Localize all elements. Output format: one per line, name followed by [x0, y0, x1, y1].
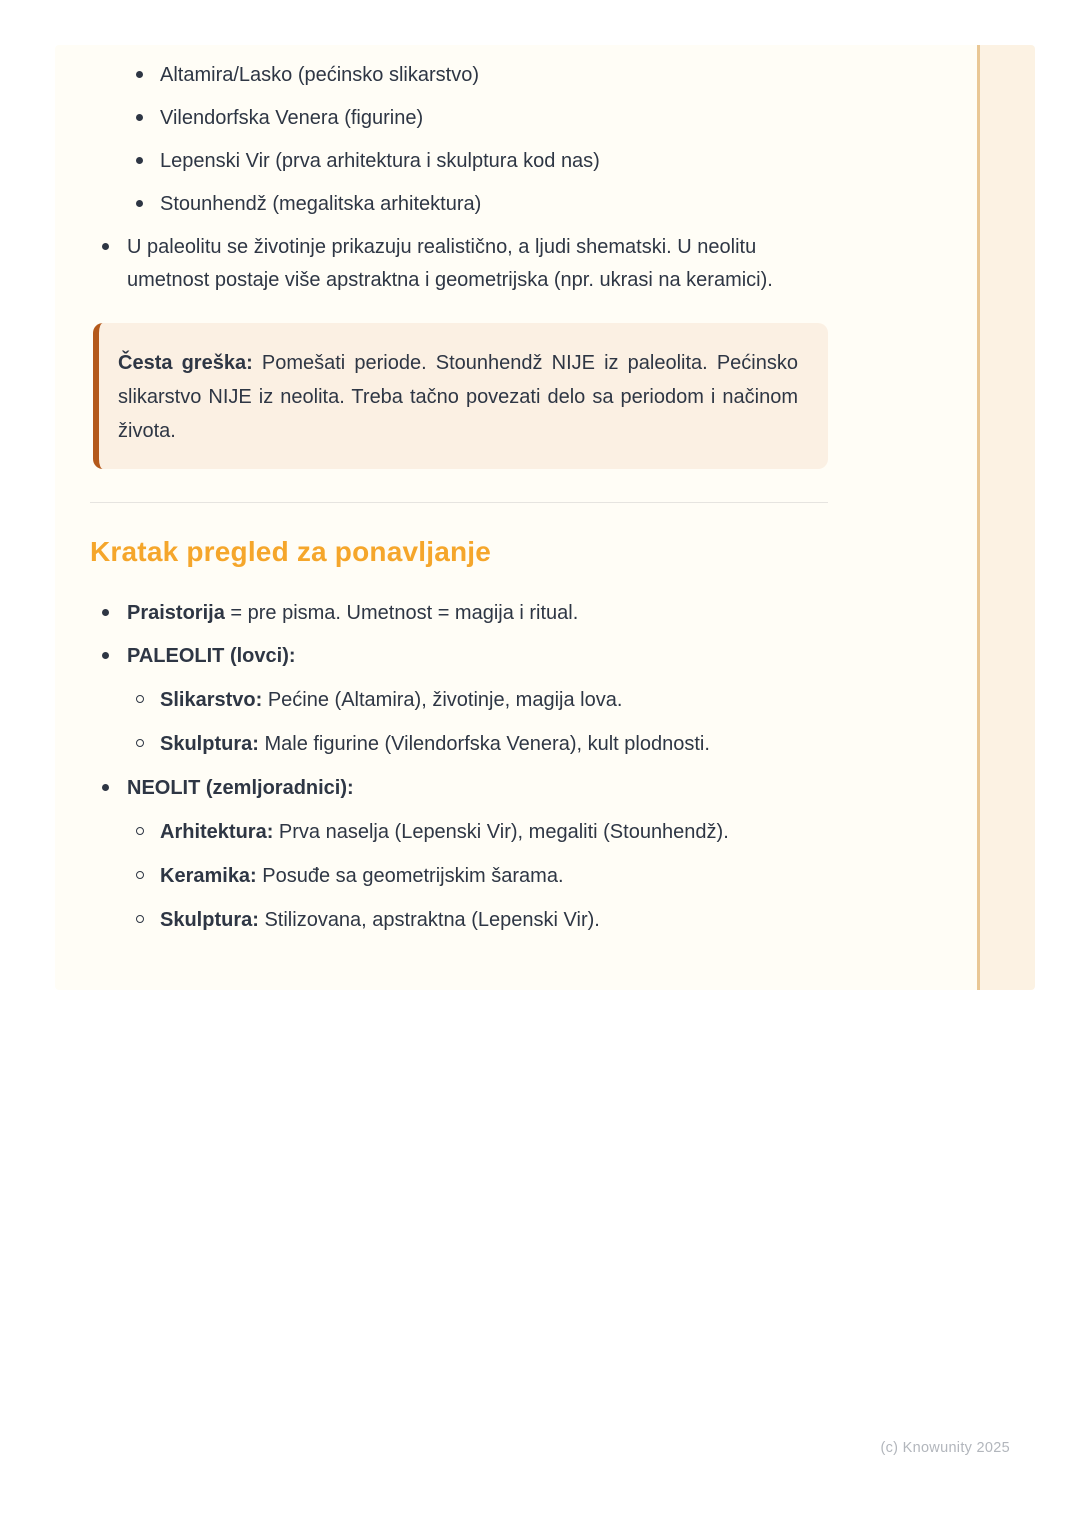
section-divider	[90, 502, 828, 503]
intro-works-list	[90, 59, 828, 220]
list-item	[90, 102, 828, 134]
callout-text: Pomešati periode. Stounhendž NIJE iz paleolita. Pećinsko slikarstvo NIJE iz neolita. Treba tačno povezati delo sa periodom i načinom života.	[118, 352, 798, 442]
review-sub-item-label: Skulptura:	[160, 909, 259, 931]
review-sub-item-label: Keramika:	[160, 865, 257, 887]
list-item	[90, 59, 828, 91]
review-sub-list	[127, 816, 828, 936]
review-sub-item-text: Male figurine (Vilendorfska Venera), kult plodnosti.	[258, 733, 710, 755]
review-sub-item	[127, 684, 828, 716]
page-content	[90, 45, 828, 948]
list-item	[90, 145, 828, 177]
paragraph-text: U paleolitu se životinje prikazuju realistično, a ljudi shematski. U neolitu umetnost postaje više apstraktna i geometrijska (npr. ukrasi na keramici).	[127, 236, 773, 291]
review-sub-item-text: Pećine (Altamira), životinje, magija lova.	[262, 689, 623, 711]
review-item-label: Praistorija	[127, 602, 225, 624]
review-item	[90, 597, 828, 629]
list-item	[90, 188, 828, 220]
review-sub-item	[127, 816, 828, 848]
review-sub-list	[127, 684, 828, 760]
section-heading: Kratak pregled za ponavljanje	[90, 536, 492, 567]
review-item-label: NEOLIT (zemljoradnici):	[127, 777, 354, 799]
review-summary-list	[90, 597, 828, 936]
review-sub-item	[127, 728, 828, 760]
review-sub-item-label: Arhitektura:	[160, 821, 274, 843]
review-sub-item	[127, 904, 828, 936]
list-item-text: Stounhendž (megalitska arhitektura)	[160, 193, 482, 215]
callout-label: Česta greška:	[118, 352, 253, 374]
paleolit-neolit-note	[90, 231, 828, 296]
review-sub-item-label: Slikarstvo:	[160, 689, 263, 711]
right-margin-stripe	[980, 45, 1035, 990]
review-item	[90, 772, 828, 936]
review-item-label: PALEOLIT (lovci):	[127, 645, 296, 667]
review-item-text: = pre pisma. Umetnost = magija i ritual.	[224, 602, 579, 624]
list-item-text: Lepenski Vir (prva arhitektura i skulptura kod nas)	[160, 150, 600, 172]
list-item-text: Altamira/Lasko (pećinsko slikarstvo)	[160, 64, 479, 86]
document-page-card	[55, 45, 1035, 990]
review-sub-item-text: Stilizovana, apstraktna (Lepenski Vir).	[258, 909, 600, 931]
review-sub-item-text: Posuđe sa geometrijskim šarama.	[256, 865, 564, 887]
copyright-footer: (c) Knowunity 2025	[880, 1440, 1010, 1456]
common-mistake-callout	[93, 323, 828, 469]
review-sub-item-label: Skulptura:	[160, 733, 259, 755]
list-item-text: Vilendorfska Venera (figurine)	[160, 107, 424, 129]
review-item	[90, 640, 828, 760]
review-sub-item	[127, 860, 828, 892]
review-sub-item-text: Prva naselja (Lepenski Vir), megaliti (Stounhendž).	[273, 821, 729, 843]
